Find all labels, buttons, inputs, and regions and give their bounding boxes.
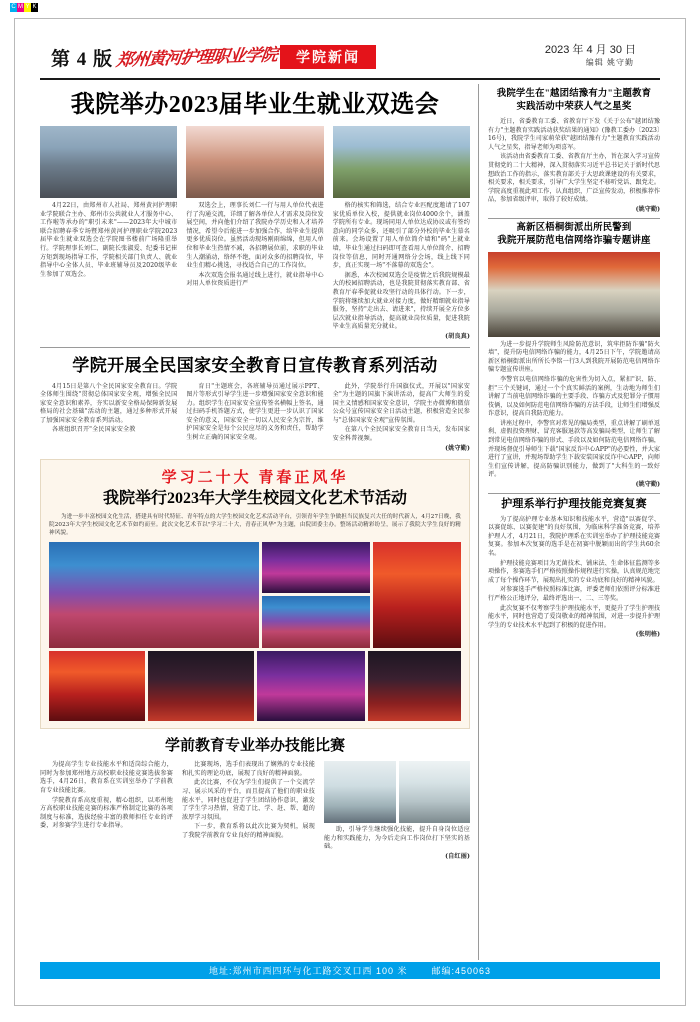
reg-mark-k: K (32, 4, 37, 10)
sidebar-article-2-byline: (姚守勤) (635, 481, 660, 489)
article-art-festival (40, 459, 470, 729)
art-festival-chorus-photo (262, 596, 370, 648)
paragraph: 学院教育系高度重视，精心组织，以邓州地方高校职业技能竞赛的标准严格制定比赛的各项制度与标准，选拔经验丰富的教师担任专业的评委，对参赛学生进行专业指导。 (40, 796, 173, 830)
article-preschool-byline: (自红丽) (445, 853, 470, 861)
paragraph: 育日"主题班会，各班辅导员通过展示PPT、图片等形式引导学生进一步增强国家安全意识和能力。组织学生在国家安全宣传签名横幅上签名，通过扫码手机答题方式，使学生更进一步认识了国家安全的意义，国家安全一切以人民安全为宗旨，维护国家安全是每个公民应尽的义务和责任，帮助学生树立正确的国家安全观。 (186, 382, 324, 442)
sidebar-article-3-headline: 护理系举行护理技能竞赛复赛 (501, 497, 647, 510)
sidebar-article-anti-fraud-lecture (488, 222, 660, 490)
reg-mark-m: M (18, 4, 23, 10)
sidebar-article-3-body (488, 516, 660, 640)
paragraph: 为进一步提升学院师生风险防范意识，筑牢拒防诈骗"防火墙"，提升防电信网络诈骗的能力，4月25日下午，学院邀请高新区梧桐街派出所所长李铭一行3人到我院开展防范电信网络诈骗专题宣传讲座。 (488, 340, 660, 374)
article-security-column-3 (333, 383, 470, 455)
campus-building-photo (333, 126, 470, 198)
reg-mark-y: Y (25, 4, 30, 10)
sidebar-separator-2 (488, 493, 660, 494)
paragraph: 此次比赛，不仅为学生们提供了一个交流学习、展示风采的平台，而且提高了他们的职业技能水平，同时也促进了学生团结协作意识，激发了学生学习热情，营造了比、学、赶、帮、超的浓厚学习氛围。 (182, 779, 315, 821)
article-job-fair-column-3 (333, 202, 470, 343)
paragraph: 护理技能竞赛项目为无菌技术、铺床法、生命体征监测等多项操作，参赛选手们严格按照操作规程进行实操，认真规范地完成了每个操作环节，展现出扎实的专业功底和良好的精神风貌。 (488, 559, 660, 584)
preschool-skills-contest-classroom-photo (324, 761, 396, 823)
section-badge: 学院新闻 (280, 45, 376, 69)
art-festival-stage-hosts-photo (49, 542, 259, 648)
paragraph: 双选会上，理事长刘仁一行与用人单位代表进行了沟通交流，详细了解各单位人才需求及岗位发展空间，并向他们介绍了我院办学历史和人才培养情况，希望今后能进一步加强合作，给毕业生提供更多优质岗位。虽然活动现场刚雨绵绵，但用人单位和毕业生热情不减，各招聘展位前，求职的毕业生人潮涌动，络绎不绝，面对众多的招聘岗位，毕业生们精心挑选，寻找适合自己的工作岗位。 (186, 202, 324, 270)
paragraph: 助，引导学生继续强化技能，提升自身岗位适应能力和实践能力，为今后走向工作岗位打下坚实的基础。 (324, 826, 470, 851)
paragraph: 比赛现场，选手们表现出了娴熟的专业技能和扎实的理论功底，展现了良好的精神面貌。 (182, 761, 315, 777)
sidebar-article-2-body (488, 341, 660, 490)
article-preschool-contest-headline: 学前教育专业举办技能比赛 (164, 738, 345, 755)
footer-contact-bar (40, 962, 660, 979)
article-art-festival-kicker: 学习二十大 青春正风华 (161, 470, 349, 487)
article-art-festival-lead: 为进一步丰富校园文化生活，搭建具有时代特征、青年特点的大学生校园文化艺术活动平台，引领青年学生争做担当民族复兴大任的时代新人，4月27日晚，我院2023年大学生校园文化艺术节如约而至。此次文化艺术节以"学习二十大，青春正风华"为主题，由院团委主办。整场活动精彩纷呈，展示了我院大学生良好的精神风貌。 (49, 514, 461, 537)
page-number-label: 第 4 版 (51, 49, 114, 70)
article-security-byline: (姚守勤) (445, 444, 470, 452)
masthead-rule (40, 78, 660, 80)
art-festival-group-dance-photo (148, 651, 254, 721)
sidebar-article-3-byline: (张明格) (635, 631, 660, 639)
article-preschool-column-2 (182, 761, 315, 862)
job-fair-crowd-photo (40, 126, 177, 198)
paragraph: 该活动由省委教育工委、省教育厅主办，旨在深入学习宣传贯彻党的二十大精神，深入贯彻落实习近平总书记关于新时代思想政治工作的指示，落实教育部关于大思政课建设的有关要求，相关要求，相关要求，引导广大学生坚定不移听党话、跟党走。学院高度重视此项工作，认真组织，广泛宣传发动，积极推荐作品，参加省级评审，取得了较好成绩。 (488, 153, 660, 204)
paragraph: 4月15日是第八个全民国家安全教育日。学院全体师生围绕"贯彻总体国家安全观，增强全民国家安全意识和素养，夯实以新安全格局保障新发展格局的社会基础"活动的主题，通过多种形式开展了加强国家安全教育系列活动。 (40, 382, 178, 424)
sidebar-article-1-body (488, 118, 660, 215)
sidebar-article-2-headline-line2: 我院开展防范电信网络诈骗专题讲座 (497, 235, 651, 246)
paragraph: 为提高学生专业技能水平和适岗综合能力，同时为参加郑州地方高校职业技能竞赛选拔参赛选手，4月26日，教育系在实训室举办了学前教育专业技能比赛。 (40, 761, 173, 795)
article-art-festival-headline: 我院举行2023年大学生校园文化艺术节活动 (102, 490, 407, 508)
article-job-fair (40, 90, 470, 343)
paragraph: 在第八个全民国家安全教育日当天，发布国家安全科普视频。 (332, 426, 470, 443)
registration-color-marks (10, 3, 38, 12)
article-security-column-1 (40, 383, 177, 455)
main-column (40, 84, 470, 863)
article-separator-1 (40, 347, 470, 348)
art-festival-solo-singer-photo (373, 542, 461, 648)
paragraph: 4月22日，由郑州市人社局、郑州黄河护理职业学院联合主办、郑州市公共就业人才服务中心、工作啦等承办的"职引未来"——2023年大中城市联合招聘春季专场暨郑州黄河护理职业学院2023届毕业生就业双选会在学院图书楼前广场隆重举行。学院理事长刘仁、副院长张淑爱、纪委书记崔方矩到现场指导工作，学院相关部门负责人、就业指导中心全体人员、毕业班辅导员及2020级毕业生参加了双选会。 (40, 202, 178, 278)
sidebar-separator-1 (488, 218, 660, 219)
article-preschool-caption-text (324, 826, 470, 861)
sidebar-article-1-byline: (姚守勤) (635, 205, 660, 213)
art-festival-finale-photo (368, 651, 461, 721)
sidebar-column (488, 84, 660, 641)
sidebar-article-popularity-award (488, 88, 660, 215)
footer-postcode: 邮编:450063 (431, 966, 492, 976)
article-job-fair-column-1 (40, 202, 177, 343)
article-security-education-headline: 学院开展全民国家安全教育日宣传教育系列活动 (72, 355, 438, 375)
sidebar-article-2-headline-line1: 高新区梧桐街派出所民警到 (516, 222, 632, 233)
paragraph: 下一步，教育系将以此次比赛为契机，展现了我院学前教育专业良好的精神面貌。 (182, 823, 315, 839)
paragraph: 各班组织召开"全民国家安全教 (52, 426, 136, 434)
paragraph: 对参赛选手严格按照标准比赛，评委老师们依照评分标准进行严格公正地评分，最终评选出一、二、三等奖。 (488, 586, 660, 602)
paragraph: 此次复赛不仅考察学生护理技能水平，更提升了学生护理技能水平，同时也营造了爱岗敬业的精神氛围，对进一步提升护理学生的专业技术水平起到了积极的促进作用。 (488, 604, 660, 629)
article-job-fair-column-2 (186, 202, 323, 343)
art-festival-dance-photo (262, 542, 370, 593)
article-security-education (40, 355, 470, 455)
anti-fraud-lecture-photo (488, 252, 660, 337)
publication-logo: 郑州黄河护理职业学院 (115, 45, 279, 71)
paragraph: 李警官以电信网络诈骗的危害性为切入点，紧扣"识、防、拒"三个关键词，通过一个个真实鲜活的案例，生动地为师生们讲解了当前电信网络诈骗的主要手段、诈骗方式及犯罪分子惯用伎俩，以及如何防范电信网络诈骗的方法手段，让师生们增强反诈意识，提高自我防范能力。 (488, 375, 660, 418)
column-divider-rule (478, 84, 479, 960)
sidebar-article-1-headline-line1: 我院学生在"越团结豫有力"主题教育 (496, 89, 652, 99)
paragraph: 据悉，本次校园双选会是疫情之后我院规模最大的校园招聘活动，也是我院贯彻落实教育部、省教育厅春季促就业攻坚行动的具体行动。下一步，学院将继续加大就业对接力度，做好精细就业指导服务，坚持"走出去、请进来"，持续开展全方位多层次就业指导活动，提高就业岗位质量，促进我院毕业生高质量充分就业。 (332, 271, 470, 331)
job-fair-hall-photo (186, 126, 323, 198)
sidebar-article-nursing-contest (488, 497, 660, 640)
paragraph: 为了提高护理专业基本知识和技能水平，营造"以赛促学、以赛促练、以赛促建"的良好氛围，为临床科学准备竞赛，培养护理人才，4月21日，我院护理系在实训室举办了护理技能竞赛复赛。参加本次复赛的选手是在初赛中脱颖而出的学生共60余名。 (488, 515, 660, 557)
paragraph: 讲座过程中，李警官对常见的骗局类型，重点讲解了刷单返利、虚假投资理财、冒充客服退款等高发骗局类型，让师生了解到常见电信网络诈骗的形式、手段以及如何防范电信网络诈骗，并现场督促引导师生下载"国家反诈中心APP"的必要性，并大家进行了宣讲，并现场帮助学生下载安装国家反诈中心APP，向师生们宣传讲解，提高防骗识别能力，做到了"大科生的一致好评。 (488, 419, 660, 479)
preschool-skills-contest-performance-photo (399, 761, 471, 823)
article-preschool-contest (40, 736, 470, 862)
masthead (40, 40, 660, 80)
sidebar-article-1-headline-line2: 实践活动中荣获人气之星奖 (516, 102, 632, 112)
art-festival-red-stage-photo (49, 651, 145, 721)
issue-date: 2023 年 4 月 30 日 (544, 44, 636, 56)
article-job-fair-headline: 我院举办2023届毕业生就业双选会 (70, 92, 440, 118)
reg-mark-c: C (11, 4, 16, 10)
article-job-fair-byline: (胡良真) (445, 332, 470, 340)
paragraph: 近日，省委教育工委、省教育厅下发《关于公布"越团结豫有力"主题教育实践活动获奖结果的通知》(豫教工委办〔2023〕16号)，我院学生司家萌荣获"越团结豫有力"主题教育实践活动人气之星奖，指导老师为项喜军。 (488, 118, 660, 151)
article-security-column-2 (186, 383, 323, 455)
article-preschool-column-1 (40, 761, 173, 862)
paragraph: 此外，学院举行升国旗仪式，开展以"国家安全"为主题的国旗下演讲活动，提高广大师生的爱国主义情感和国家安全意识，学院主办微博和微信公众号宣传国家安全日活动主题，积极营造全民参与"总体国家安全观"宣传氛围。 (332, 382, 470, 424)
art-festival-purple-stage-photo (257, 651, 365, 721)
paragraph: 格的核实和筛选，结合专业匹配度邀请了107家优质单位入校，提供就业岗位4000余个，涵盖学院所有专业。现场同用人单位达成协议或有签约意向的同学众多，还吸引了部分外校的毕业生慕名前来。会场设置了用人单位简介墙和"码"上就业墙，毕业生通过扫码即可查看用人单位简介、招聘岗位等信息，同时开通网络分会场，线上线下同步，真正实现一场"不落幕的双选会"。 (332, 202, 470, 270)
paragraph: 本次双选会报名通过线上进行，就业指导中心对用人单位资质进行严 (186, 271, 324, 288)
editor-credit: 编辑 姚守勤 (585, 58, 634, 67)
footer-address: 地址:郑州市西四环与化工路交叉口西 100 米 (208, 966, 408, 976)
